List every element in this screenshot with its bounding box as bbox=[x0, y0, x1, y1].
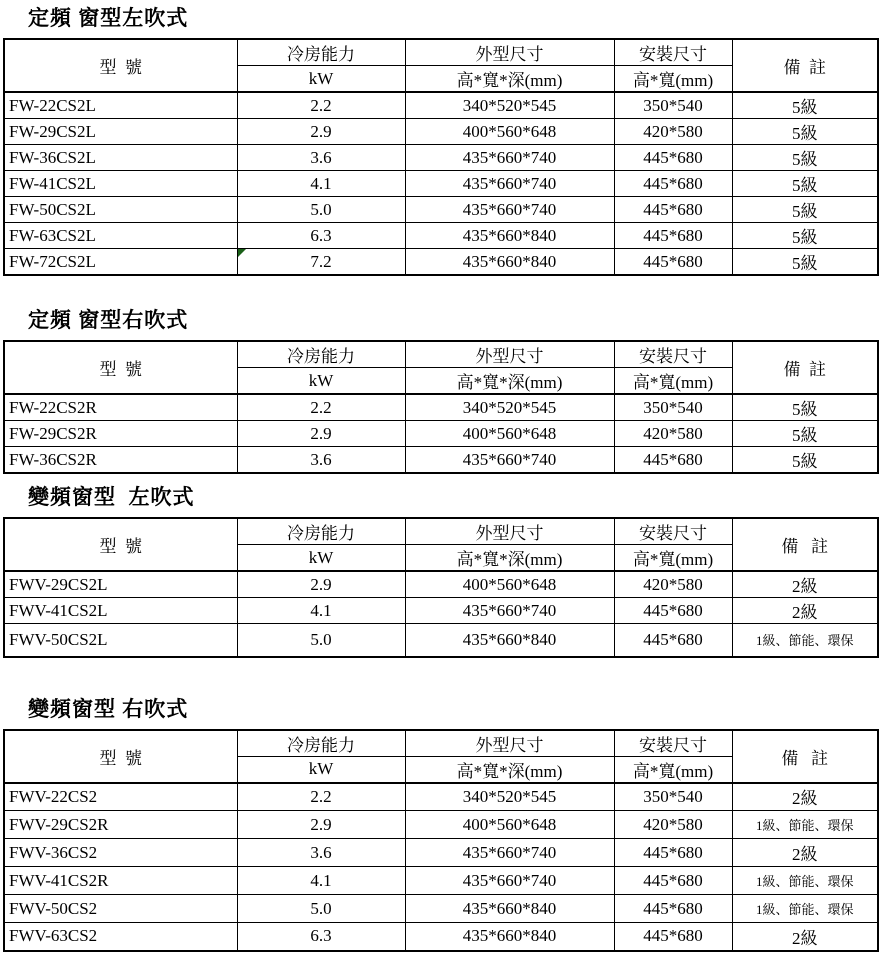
install-cell: 445*680 bbox=[614, 923, 732, 951]
col-header-install: 安裝尺寸 bbox=[614, 39, 732, 66]
table-section-fixed-right bbox=[0, 276, 883, 474]
model-cell: FWV-41CS2L bbox=[4, 598, 237, 624]
col-header-model: 型 號 bbox=[4, 730, 237, 783]
remark-cell: 5級 bbox=[732, 249, 878, 276]
remark-cell: 2級 bbox=[732, 923, 878, 951]
install-cell: 445*680 bbox=[614, 839, 732, 867]
col-header-capacity: 冷房能力 bbox=[237, 518, 405, 545]
dim-cell: 435*660*740 bbox=[405, 598, 614, 624]
green-triangle-marker bbox=[238, 249, 246, 257]
table-title: 定頻 窗型左吹式 bbox=[28, 6, 189, 30]
spec-table bbox=[3, 517, 879, 658]
model-cell: FW-22CS2L bbox=[4, 92, 237, 119]
dim-cell: 435*660*740 bbox=[405, 197, 614, 223]
model-cell: FW-63CS2L bbox=[4, 223, 237, 249]
table-row bbox=[4, 571, 878, 598]
model-cell: FW-29CS2L bbox=[4, 119, 237, 145]
model-cell: FW-41CS2L bbox=[4, 171, 237, 197]
remark-cell: 5級 bbox=[732, 197, 878, 223]
kw-cell: 2.2 bbox=[237, 92, 405, 119]
remark-cell: 5級 bbox=[732, 394, 878, 421]
col-header-dim-format: 高*寬*深(mm) bbox=[405, 545, 614, 572]
remark-cell: 2級 bbox=[732, 839, 878, 867]
col-header-model: 型 號 bbox=[4, 341, 237, 394]
install-cell: 445*680 bbox=[614, 598, 732, 624]
col-header-model: 型 號 bbox=[4, 518, 237, 571]
dim-cell: 435*660*740 bbox=[405, 171, 614, 197]
dim-cell: 435*660*840 bbox=[405, 624, 614, 657]
table-row bbox=[4, 197, 878, 223]
table-title: 變頻窗型 左吹式 bbox=[28, 485, 195, 509]
table-row bbox=[4, 223, 878, 249]
install-cell: 350*540 bbox=[614, 92, 732, 119]
remark-cell: 2級 bbox=[732, 598, 878, 624]
kw-cell: 4.1 bbox=[237, 171, 405, 197]
remark-cell: 5級 bbox=[732, 223, 878, 249]
remark-cell: 5級 bbox=[732, 447, 878, 474]
kw-cell: 3.6 bbox=[237, 839, 405, 867]
install-cell: 445*680 bbox=[614, 867, 732, 895]
remark-cell: 5級 bbox=[732, 145, 878, 171]
table-title: 變頻窗型 右吹式 bbox=[28, 696, 189, 721]
col-header-remark: 備 註 bbox=[732, 518, 878, 571]
dim-cell: 400*560*648 bbox=[405, 119, 614, 145]
table-row bbox=[4, 119, 878, 145]
table-row bbox=[4, 249, 878, 276]
dim-cell: 435*660*740 bbox=[405, 839, 614, 867]
model-cell: FW-72CS2L bbox=[4, 249, 237, 276]
dim-cell: 435*660*840 bbox=[405, 249, 614, 276]
install-cell: 420*580 bbox=[614, 811, 732, 839]
kw-cell: 2.2 bbox=[237, 394, 405, 421]
table-row bbox=[4, 923, 878, 951]
dim-cell: 435*660*740 bbox=[405, 867, 614, 895]
install-cell: 445*680 bbox=[614, 624, 732, 657]
spec-table bbox=[3, 729, 879, 952]
remark-cell: 1級、節能、環保 bbox=[732, 867, 878, 895]
col-header-install: 安裝尺寸 bbox=[614, 341, 732, 368]
remark-cell: 5級 bbox=[732, 119, 878, 145]
table-row bbox=[4, 895, 878, 923]
dim-cell: 435*660*740 bbox=[405, 145, 614, 171]
kw-cell: 5.0 bbox=[237, 197, 405, 223]
col-header-unit: kW bbox=[237, 66, 405, 93]
install-cell: 420*580 bbox=[614, 421, 732, 447]
model-cell: FWV-63CS2 bbox=[4, 923, 237, 951]
table-row bbox=[4, 421, 878, 447]
table-section-inverter-left bbox=[0, 474, 883, 658]
kw-cell: 6.3 bbox=[237, 223, 405, 249]
col-header-install-format: 高*寬(mm) bbox=[614, 368, 732, 395]
install-cell: 445*680 bbox=[614, 249, 732, 276]
table-section-fixed-left bbox=[0, 0, 883, 276]
col-header-model: 型 號 bbox=[4, 39, 237, 92]
dim-cell: 435*660*840 bbox=[405, 895, 614, 923]
kw-cell: 2.2 bbox=[237, 783, 405, 811]
col-header-unit: kW bbox=[237, 368, 405, 395]
dim-cell: 400*560*648 bbox=[405, 421, 614, 447]
model-cell: FW-36CS2L bbox=[4, 145, 237, 171]
col-header-remark: 備 註 bbox=[732, 39, 878, 92]
table-row bbox=[4, 92, 878, 119]
table-row bbox=[4, 867, 878, 895]
install-cell: 445*680 bbox=[614, 895, 732, 923]
dim-cell: 340*520*545 bbox=[405, 92, 614, 119]
kw-cell: 7.2 bbox=[237, 249, 405, 276]
model-cell: FW-36CS2R bbox=[4, 447, 237, 474]
spec-table bbox=[3, 38, 879, 276]
col-header-dim-format: 高*寬*深(mm) bbox=[405, 66, 614, 93]
kw-cell: 4.1 bbox=[237, 598, 405, 624]
model-cell: FWV-29CS2L bbox=[4, 571, 237, 598]
col-header-install-format: 高*寬(mm) bbox=[614, 545, 732, 572]
table-row bbox=[4, 171, 878, 197]
spec-table bbox=[3, 340, 879, 474]
model-cell: FWV-50CS2L bbox=[4, 624, 237, 657]
install-cell: 420*580 bbox=[614, 571, 732, 598]
table-row bbox=[4, 624, 878, 657]
remark-cell: 2級 bbox=[732, 571, 878, 598]
col-header-dimensions: 外型尺寸 bbox=[405, 518, 614, 545]
table-row bbox=[4, 839, 878, 867]
remark-cell: 1級、節能、環保 bbox=[732, 895, 878, 923]
model-cell: FWV-36CS2 bbox=[4, 839, 237, 867]
kw-cell: 3.6 bbox=[237, 145, 405, 171]
col-header-capacity: 冷房能力 bbox=[237, 730, 405, 757]
col-header-install: 安裝尺寸 bbox=[614, 730, 732, 757]
install-cell: 350*540 bbox=[614, 394, 732, 421]
col-header-dimensions: 外型尺寸 bbox=[405, 730, 614, 757]
model-cell: FWV-50CS2 bbox=[4, 895, 237, 923]
kw-cell: 4.1 bbox=[237, 867, 405, 895]
kw-cell: 5.0 bbox=[237, 895, 405, 923]
remark-cell: 5級 bbox=[732, 92, 878, 119]
model-cell: FW-29CS2R bbox=[4, 421, 237, 447]
remark-cell: 5級 bbox=[732, 171, 878, 197]
kw-cell: 5.0 bbox=[237, 624, 405, 657]
col-header-capacity: 冷房能力 bbox=[237, 341, 405, 368]
model-cell: FWV-29CS2R bbox=[4, 811, 237, 839]
remark-cell: 5級 bbox=[732, 421, 878, 447]
install-cell: 445*680 bbox=[614, 171, 732, 197]
col-header-dim-format: 高*寬*深(mm) bbox=[405, 756, 614, 783]
remark-cell: 1級、節能、環保 bbox=[732, 811, 878, 839]
table-row bbox=[4, 783, 878, 811]
table-section-inverter-right bbox=[0, 658, 883, 952]
kw-cell: 6.3 bbox=[237, 923, 405, 951]
kw-cell: 2.9 bbox=[237, 119, 405, 145]
col-header-unit: kW bbox=[237, 545, 405, 572]
table-row bbox=[4, 598, 878, 624]
col-header-unit: kW bbox=[237, 756, 405, 783]
col-header-dimensions: 外型尺寸 bbox=[405, 341, 614, 368]
col-header-install-format: 高*寬(mm) bbox=[614, 756, 732, 783]
table-row bbox=[4, 145, 878, 171]
remark-cell: 2級 bbox=[732, 783, 878, 811]
kw-cell: 2.9 bbox=[237, 571, 405, 598]
model-cell: FW-50CS2L bbox=[4, 197, 237, 223]
table-row bbox=[4, 447, 878, 474]
install-cell: 445*680 bbox=[614, 145, 732, 171]
table-row bbox=[4, 394, 878, 421]
model-cell: FWV-22CS2 bbox=[4, 783, 237, 811]
kw-cell: 2.9 bbox=[237, 421, 405, 447]
remark-cell: 1級、節能、環保 bbox=[732, 624, 878, 657]
dim-cell: 435*660*840 bbox=[405, 223, 614, 249]
col-header-install: 安裝尺寸 bbox=[614, 518, 732, 545]
install-cell: 445*680 bbox=[614, 223, 732, 249]
dim-cell: 340*520*545 bbox=[405, 394, 614, 421]
model-cell: FWV-41CS2R bbox=[4, 867, 237, 895]
col-header-remark: 備 註 bbox=[732, 730, 878, 783]
dim-cell: 435*660*740 bbox=[405, 447, 614, 474]
col-header-remark: 備 註 bbox=[732, 341, 878, 394]
dim-cell: 400*560*648 bbox=[405, 811, 614, 839]
col-header-install-format: 高*寬(mm) bbox=[614, 66, 732, 93]
install-cell: 420*580 bbox=[614, 119, 732, 145]
install-cell: 445*680 bbox=[614, 447, 732, 474]
col-header-capacity: 冷房能力 bbox=[237, 39, 405, 66]
model-cell: FW-22CS2R bbox=[4, 394, 237, 421]
kw-cell: 3.6 bbox=[237, 447, 405, 474]
dim-cell: 400*560*648 bbox=[405, 571, 614, 598]
col-header-dim-format: 高*寬*深(mm) bbox=[405, 368, 614, 395]
install-cell: 445*680 bbox=[614, 197, 732, 223]
kw-cell: 2.9 bbox=[237, 811, 405, 839]
col-header-dimensions: 外型尺寸 bbox=[405, 39, 614, 66]
table-row bbox=[4, 811, 878, 839]
install-cell: 350*540 bbox=[614, 783, 732, 811]
dim-cell: 340*520*545 bbox=[405, 783, 614, 811]
dim-cell: 435*660*840 bbox=[405, 923, 614, 951]
table-title: 定頻 窗型右吹式 bbox=[28, 308, 189, 332]
